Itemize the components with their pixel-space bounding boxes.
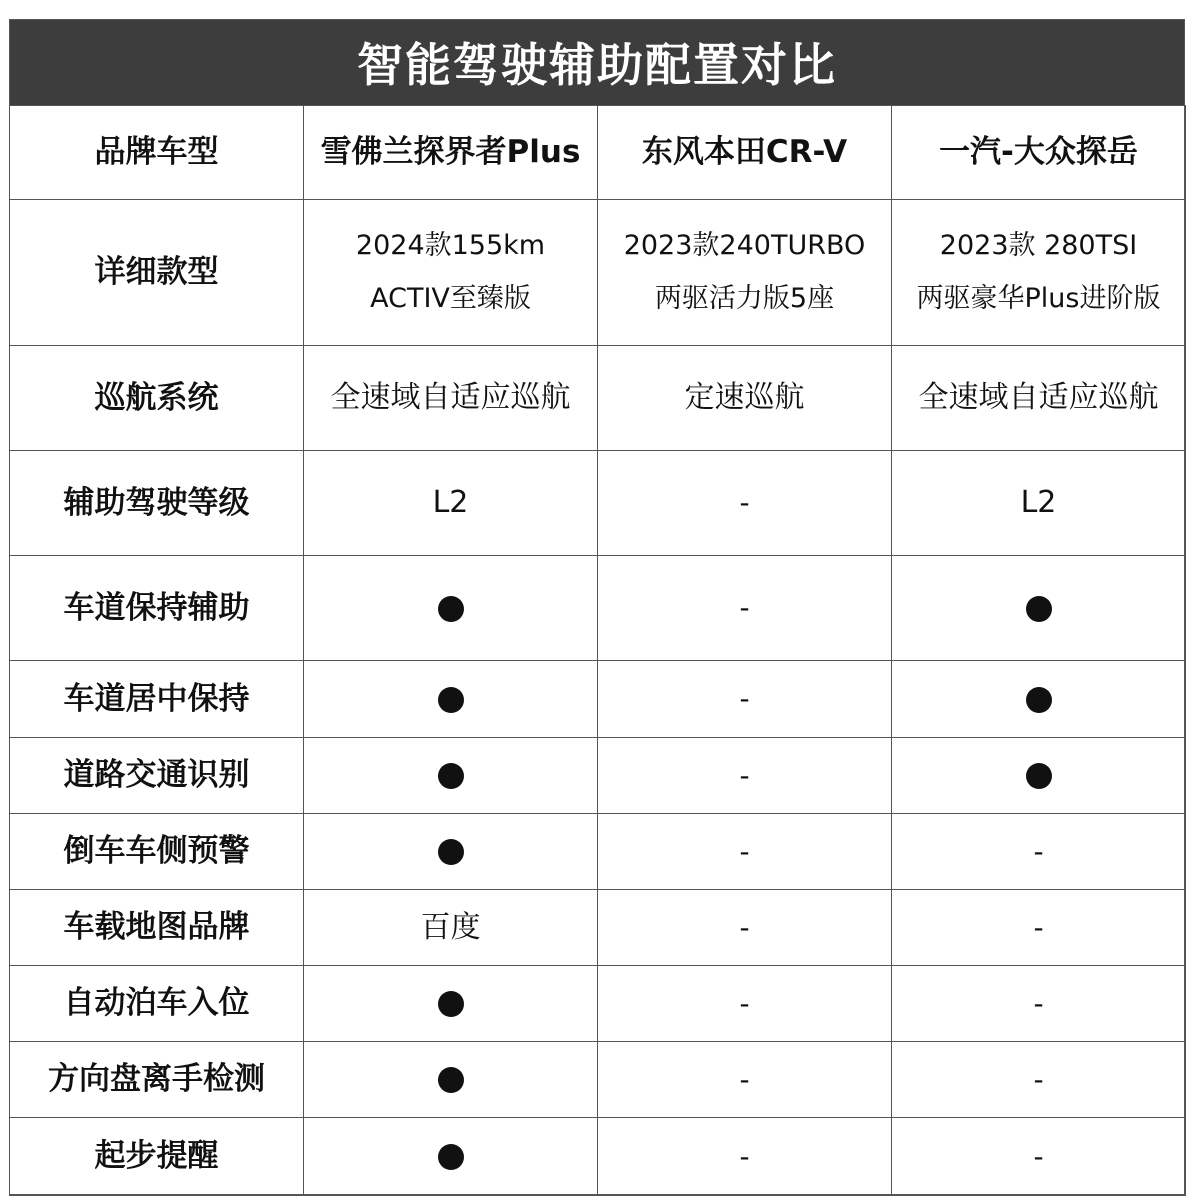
row-label: 方向盘离手检测 (10, 1042, 304, 1118)
brand-cell: 一汽-大众探岳 (892, 106, 1186, 200)
dash-mark: - (1033, 986, 1044, 1020)
row-label: 车道居中保持 (10, 661, 304, 738)
row-label: 品牌车型 (10, 106, 304, 200)
dash-mark: - (739, 910, 750, 944)
table-frame (9, 19, 1185, 1195)
feature-cell-value: L2 (304, 451, 598, 556)
row-label: 倒车车侧预警 (10, 814, 304, 890)
dash-mark: - (739, 682, 750, 716)
row-label: 道路交通识别 (10, 738, 304, 814)
model-line: ACTIV至臻版 (370, 282, 531, 314)
dash-mark: - (1033, 910, 1044, 944)
dash-mark: - (739, 591, 750, 625)
dash-mark: - (739, 486, 750, 520)
feature-cell-value: 全速域自适应巡航 (892, 346, 1186, 451)
model-line: 2024款155km (355, 229, 546, 261)
table-title: 智能驾驶辅助配置对比 (9, 19, 1185, 105)
row-label: 车道保持辅助 (10, 556, 304, 661)
feature-cell-value: 定速巡航 (598, 346, 892, 451)
feature-cell-value: L2 (892, 451, 1186, 556)
row-label: 起步提醒 (10, 1118, 304, 1196)
feature-cell-value: 百度 (304, 890, 598, 966)
row-label: 自动泊车入位 (10, 966, 304, 1042)
dash-mark: - (739, 1062, 750, 1096)
dash-mark: - (739, 986, 750, 1020)
dash-mark: - (739, 1139, 750, 1173)
model-line: 两驱活力版5座 (654, 282, 835, 314)
dash-mark: - (1033, 834, 1044, 868)
brand-cell: 东风本田CR-V (598, 106, 892, 200)
row-label: 巡航系统 (10, 346, 304, 451)
model-line: 2023款240TURBO (623, 229, 866, 261)
brand-cell: 雪佛兰探界者Plus (304, 106, 598, 200)
row-label: 辅助驾驶等级 (10, 451, 304, 556)
feature-cell-value: 全速域自适应巡航 (304, 346, 598, 451)
model-line: 2023款 280TSI (939, 229, 1138, 261)
dash-mark: - (1033, 1139, 1044, 1173)
model-line: 两驱豪华Plus进阶版 (916, 282, 1161, 314)
dash-mark: - (739, 758, 750, 792)
row-label: 详细款型 (10, 200, 304, 346)
dash-mark: - (739, 834, 750, 868)
dash-mark: - (1033, 1062, 1044, 1096)
row-label: 车载地图品牌 (10, 890, 304, 966)
